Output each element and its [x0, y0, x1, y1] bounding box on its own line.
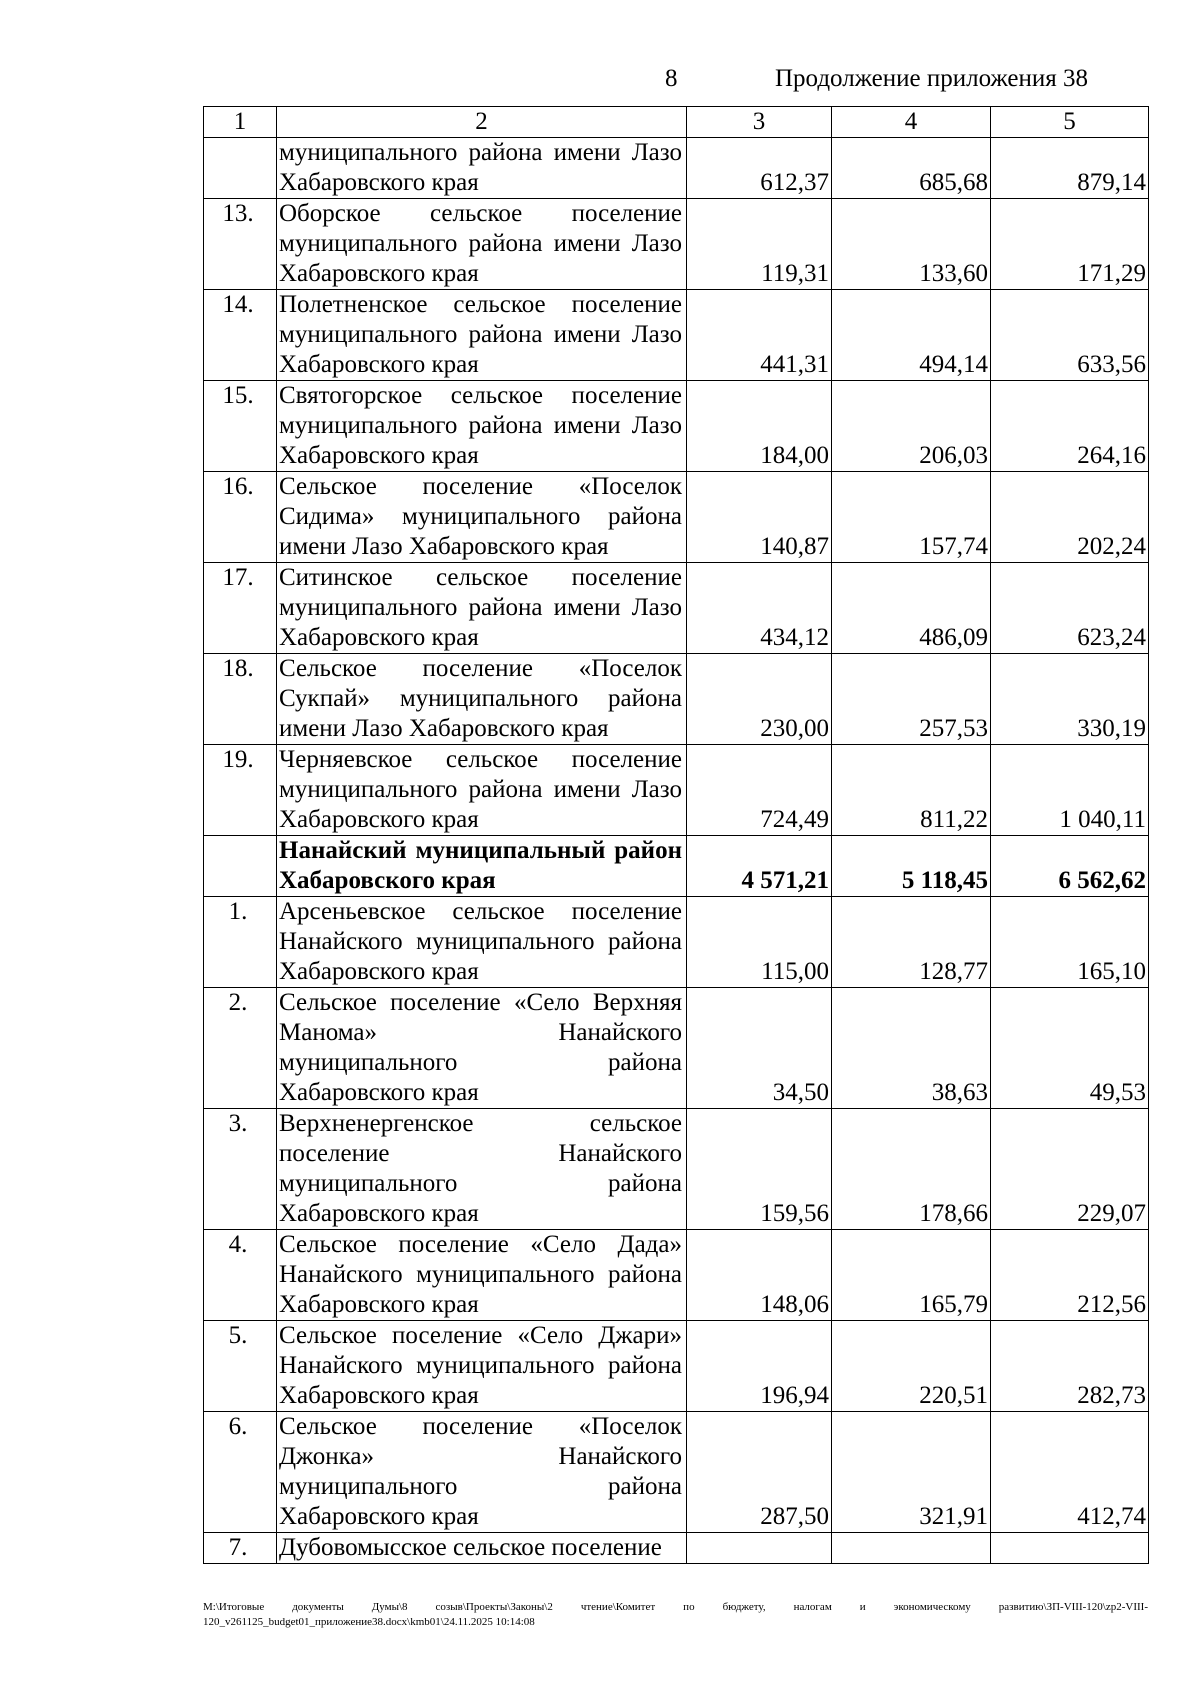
value-col-5	[991, 1533, 1149, 1564]
value-col-4: 157,74	[832, 472, 991, 563]
settlement-name: Черняевское сельское поселение муниципального района имени Лазо Хабаровского края	[277, 745, 687, 836]
value-col-5: 212,56	[991, 1230, 1149, 1321]
value-col-4: 38,63	[832, 988, 991, 1109]
row-number: 16.	[204, 472, 277, 563]
value-col-3: 184,00	[687, 381, 832, 472]
table-row	[204, 654, 1149, 745]
row-number: 5.	[204, 1321, 277, 1412]
table-row	[204, 1230, 1149, 1321]
value-col-4: 128,77	[832, 897, 991, 988]
settlement-name: Оборское сельское поселение муниципального района имени Лазо Хабаровского края	[277, 199, 687, 290]
settlement-name: Сельское поселение «Село Джари» Нанайского муниципального района Хабаровского края	[277, 1321, 687, 1412]
settlement-name: Сельское поселение «Поселок Джонка» Нанайского муниципального района Хабаровского края	[277, 1412, 687, 1533]
table-row	[204, 381, 1149, 472]
table-row	[204, 1412, 1149, 1533]
row-number	[204, 836, 277, 897]
value-col-3: 159,56	[687, 1109, 832, 1230]
settlement-name: Нанайский муниципальный район Хабаровского края	[277, 836, 687, 897]
table-row	[204, 745, 1149, 836]
value-col-4	[832, 1533, 991, 1564]
settlement-name: муниципального района имени Лазо Хабаровского края	[277, 138, 687, 199]
value-col-3: 140,87	[687, 472, 832, 563]
row-number: 6.	[204, 1412, 277, 1533]
row-number: 15.	[204, 381, 277, 472]
value-col-4: 494,14	[832, 290, 991, 381]
budget-table	[203, 106, 1149, 1564]
settlement-name: Арсеньевское сельское поселение Нанайского муниципального района Хабаровского края	[277, 897, 687, 988]
column-header: 3	[687, 107, 832, 138]
value-col-3: 612,37	[687, 138, 832, 199]
value-col-3: 119,31	[687, 199, 832, 290]
value-col-3: 434,12	[687, 563, 832, 654]
value-col-3: 148,06	[687, 1230, 832, 1321]
value-col-5: 412,74	[991, 1412, 1149, 1533]
district-total-row	[204, 836, 1149, 897]
settlement-name: Святогорское сельское поселение муниципального района имени Лазо Хабаровского края	[277, 381, 687, 472]
row-number: 2.	[204, 988, 277, 1109]
value-col-5: 171,29	[991, 199, 1149, 290]
value-col-4: 321,91	[832, 1412, 991, 1533]
row-number	[204, 138, 277, 199]
value-col-5: 202,24	[991, 472, 1149, 563]
row-number: 4.	[204, 1230, 277, 1321]
value-col-5: 229,07	[991, 1109, 1149, 1230]
value-col-3: 34,50	[687, 988, 832, 1109]
table-row	[204, 988, 1149, 1109]
value-col-5: 1 040,11	[991, 745, 1149, 836]
row-number: 14.	[204, 290, 277, 381]
column-header: 4	[832, 107, 991, 138]
column-header: 5	[991, 107, 1149, 138]
value-col-3: 4 571,21	[687, 836, 832, 897]
value-col-3: 115,00	[687, 897, 832, 988]
table-row	[204, 199, 1149, 290]
value-col-5: 6 562,62	[991, 836, 1149, 897]
table-row	[204, 472, 1149, 563]
column-header: 1	[204, 107, 277, 138]
value-col-3: 724,49	[687, 745, 832, 836]
row-number: 3.	[204, 1109, 277, 1230]
value-col-4: 165,79	[832, 1230, 991, 1321]
table-row	[204, 897, 1149, 988]
row-number: 19.	[204, 745, 277, 836]
table-body	[204, 107, 1149, 1564]
settlement-name: Сельское поселение «Село Дада» Нанайского муниципального района Хабаровского края	[277, 1230, 687, 1321]
file-path-footer: M:\Итоговые документы Думы\8 созыв\Проекты\Законы\2 чтение\Комитет по бюджету, налогам и экономическому развитию\ЗП-VIII-120\zp2-VIII-120_v261125_budget01_приложение38.docx\kmb01\24.11.2025 10:14:08	[203, 1601, 1148, 1628]
settlement-name: Ситинское сельское поселение муниципального района имени Лазо Хабаровского края	[277, 563, 687, 654]
continuation-title: Продолжение приложения 38	[775, 65, 1089, 92]
row-number: 7.	[204, 1533, 277, 1564]
value-col-5: 49,53	[991, 988, 1149, 1109]
value-col-5: 633,56	[991, 290, 1149, 381]
table-row	[204, 290, 1149, 381]
settlement-name: Сельское поселение «Село Верхняя Манома» Нанайского муниципального района Хабаровского края	[277, 988, 687, 1109]
settlement-name: Верхненергенское сельское поселение Нанайского муниципального района Хабаровского края	[277, 1109, 687, 1230]
value-col-3: 441,31	[687, 290, 832, 381]
value-col-4: 220,51	[832, 1321, 991, 1412]
column-header: 2	[277, 107, 687, 138]
value-col-3	[687, 1533, 832, 1564]
table-row	[204, 563, 1149, 654]
row-number: 17.	[204, 563, 277, 654]
settlement-name: Сельское поселение «Поселок Сидима» муниципального района имени Лазо Хабаровского края	[277, 472, 687, 563]
value-col-4: 206,03	[832, 381, 991, 472]
table-row	[204, 138, 1149, 199]
table-row	[204, 1321, 1149, 1412]
value-col-3: 287,50	[687, 1412, 832, 1533]
value-col-5: 623,24	[991, 563, 1149, 654]
settlement-name: Дубовомысское сельское поселение	[277, 1533, 687, 1564]
value-col-5: 165,10	[991, 897, 1149, 988]
row-number: 1.	[204, 897, 277, 988]
value-col-4: 811,22	[832, 745, 991, 836]
value-col-4: 486,09	[832, 563, 991, 654]
settlement-name: Сельское поселение «Поселок Сукпай» муниципального района имени Лазо Хабаровского края	[277, 654, 687, 745]
table-row	[204, 1109, 1149, 1230]
value-col-5: 282,73	[991, 1321, 1149, 1412]
value-col-3: 196,94	[687, 1321, 832, 1412]
value-col-4: 5 118,45	[832, 836, 991, 897]
value-col-5: 330,19	[991, 654, 1149, 745]
value-col-3: 230,00	[687, 654, 832, 745]
row-number: 18.	[204, 654, 277, 745]
row-number: 13.	[204, 199, 277, 290]
header-row	[204, 107, 1149, 138]
value-col-4: 178,66	[832, 1109, 991, 1230]
value-col-4: 133,60	[832, 199, 991, 290]
value-col-5: 879,14	[991, 138, 1149, 199]
page-number: 8	[665, 65, 678, 92]
value-col-4: 257,53	[832, 654, 991, 745]
value-col-4: 685,68	[832, 138, 991, 199]
table-row	[204, 1533, 1149, 1564]
value-col-5: 264,16	[991, 381, 1149, 472]
settlement-name: Полетненское сельское поселение муниципального района имени Лазо Хабаровского края	[277, 290, 687, 381]
